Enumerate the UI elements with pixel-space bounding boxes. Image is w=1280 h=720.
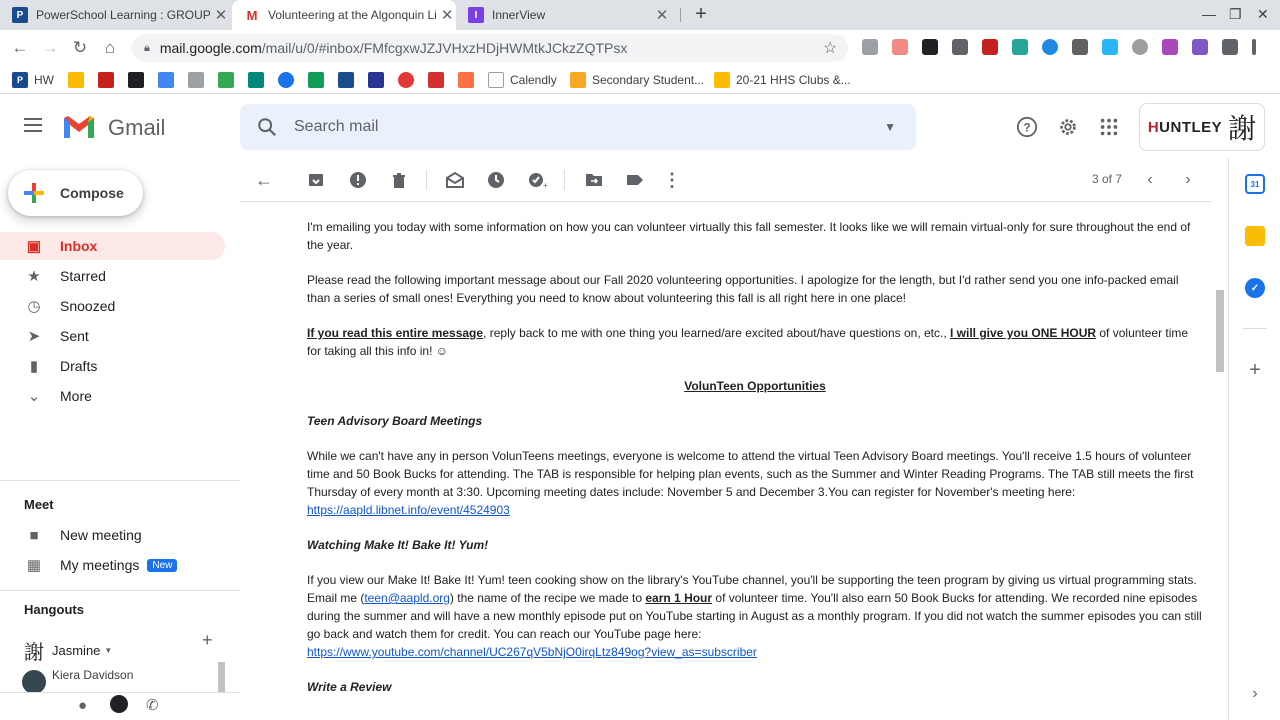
google-keep-icon[interactable] [1245, 226, 1265, 246]
close-tab-icon[interactable]: ✕ [214, 7, 228, 24]
tab-powerschool[interactable] [0, 0, 232, 30]
sidebar-item-inbox[interactable] [0, 232, 225, 260]
close-tab-icon[interactable]: ✕ [440, 7, 454, 24]
body-text: While we can't have any in person VolunTeens meetings, everyone is welcome to attend the virtual Teen Advisory Board meetings. You'll receive 1.5 hours of volunteer time and 50 Book Bucks for attending. The TAB is responsible for helping plan events, such as the Summer and Winter Reading Programs. The TAB still meets the first Thursday of every month at 3:30. Upcoming meeting dates include: November 5 and December 3.You can register for November's meeting here: [307, 449, 1194, 499]
avatar[interactable] [22, 670, 46, 694]
minimize-icon[interactable]: — [1202, 6, 1216, 22]
body-text: , reply back to me with one thing you learned/are excited about/have questions on, etc., [483, 326, 951, 340]
hangouts-bottom-bar [0, 692, 240, 720]
snooze-clock-icon[interactable] [486, 170, 506, 190]
section-heading: Teen Advisory Board Meetings [307, 414, 483, 428]
mark-unread-icon[interactable] [445, 170, 465, 190]
extension-icon[interactable] [1132, 39, 1148, 55]
powerschool-icon: P [12, 72, 28, 88]
message-scrollbar[interactable] [1212, 202, 1228, 720]
section-heading: Write a Review [307, 680, 392, 694]
extension-icon[interactable] [1072, 39, 1088, 55]
search-bar[interactable] [240, 104, 916, 150]
tab-innerview[interactable] [456, 0, 680, 30]
google-drive-icon [218, 72, 234, 88]
inbox-icon: ▣ [26, 238, 42, 255]
bookmark[interactable] [398, 72, 420, 88]
label-icon[interactable] [625, 170, 645, 190]
my-meetings-button[interactable] [0, 551, 225, 579]
google-classroom-icon [308, 72, 324, 88]
close-window-icon[interactable]: ✕ [1257, 6, 1269, 22]
section-heading: Watching Make It! Bake It! Yum! [307, 538, 489, 552]
sidebar-item-label: Starred [60, 268, 106, 284]
emphasis-text: earn 1 Hour [645, 591, 713, 605]
sidebar-scrollbar[interactable] [218, 662, 225, 692]
bookmark-calendly[interactable] [488, 72, 557, 88]
bookmark-favicon-icon [68, 72, 84, 88]
gmail-sidebar [0, 158, 240, 720]
compose-label: Compose [60, 185, 124, 201]
tab-title: InnerView [492, 8, 546, 22]
my-meetings-label: My meetings [60, 557, 140, 573]
url-host: mail.google.com [159, 40, 262, 56]
emphasis-text: I will give you ONE HOUR [950, 326, 1097, 340]
sidebar-item-snoozed[interactable] [0, 292, 225, 320]
draft-icon: ▮ [29, 358, 39, 375]
more-options-icon[interactable]: ⋮ [663, 169, 681, 190]
report-spam-icon[interactable] [348, 170, 368, 190]
paragraph: I'm emailing you today with some information on how you can volunteer virtually this fall semester. It looks like we will remain virtual-only for sure throughout the end of the year. [307, 220, 1191, 252]
bookmark[interactable] [278, 72, 300, 88]
bookmark-favicon-icon [570, 72, 586, 88]
bookmark[interactable] [98, 72, 120, 88]
apps-grid-icon[interactable] [1098, 116, 1120, 138]
pagination-label: 3 of 7 [1092, 172, 1123, 186]
bookmark[interactable] [458, 72, 480, 88]
bookmark[interactable] [308, 72, 330, 88]
brand-text-a: H [1147, 118, 1160, 136]
emphasis-text: If you read this entire message [307, 326, 484, 340]
bookmark[interactable] [128, 72, 150, 88]
google-tasks-icon[interactable]: ✓ [1245, 278, 1265, 298]
extension-icon[interactable] [1012, 39, 1028, 55]
extension-icon[interactable] [892, 39, 908, 55]
account-avatar: 謝 [1228, 112, 1257, 145]
bookmark-label: Secondary Student... [592, 73, 705, 87]
gmail-header [0, 96, 1280, 158]
lock-icon[interactable]: 🔒︎ [144, 41, 150, 54]
paragraph: Please read the following important message about our Fall 2020 volunteering opportunities. I apologize for the length, but I'd rather send you one info-packed email than a series of small ones! Everything you need to know about volunteering this fall is all right here in one place! [307, 273, 1179, 305]
powerschool-icon [338, 72, 354, 88]
sidebar-item-label: Sent [60, 328, 89, 344]
back-icon[interactable]: ← [11, 38, 29, 57]
email-body [307, 218, 1203, 713]
svg-text:?: ? [1023, 120, 1031, 135]
sidebar-item-label: Drafts [60, 358, 98, 374]
compose-plus-icon [22, 181, 46, 205]
video-camera-icon: ■ [29, 526, 39, 544]
bookmark-secondary-student[interactable] [570, 72, 704, 88]
gmail-icon: M [244, 7, 260, 23]
bookmark-favicon-icon [158, 72, 174, 88]
bookmark-hhs-clubs[interactable] [714, 72, 851, 88]
delete-icon[interactable] [389, 170, 409, 190]
tab-divider [680, 8, 681, 22]
calendar-icon: ▦ [26, 557, 42, 574]
paragraph [307, 571, 1203, 661]
bookmark-label: HW [34, 73, 54, 87]
hangouts-user-name: Jasmine [52, 643, 101, 658]
chevron-down-icon[interactable]: ▼ [104, 646, 113, 655]
clock-icon: ◷ [27, 298, 41, 315]
add-to-tasks-icon[interactable] [527, 170, 547, 190]
extension-icon[interactable] [922, 39, 938, 55]
bookmark[interactable] [248, 72, 270, 88]
compose-button[interactable] [8, 170, 143, 216]
bookmark-favicon-icon [398, 72, 414, 88]
back-to-inbox-icon[interactable]: ← [255, 169, 273, 190]
send-icon: ➤ [27, 328, 41, 345]
google-calendar-icon[interactable]: 31 [1245, 174, 1265, 194]
bookmark-label: 20-21 HHS Clubs &... [736, 73, 851, 87]
sidebar-item-drafts[interactable] [0, 352, 225, 380]
chevron-down-icon: ⌄ [27, 388, 41, 405]
sidebar-item-starred[interactable] [0, 262, 225, 290]
body-text: of volunteer time. You'll also earn 50 Book Bucks for attending. We recorded nine episodes during the summer and will have a new monthly episode put on YouTube starting in August as a monthly program. If you did not watch the summer episodes you can still go back and watch them for credit. You can reach our YouTube page here: [307, 591, 1202, 641]
hangouts-user[interactable] [24, 636, 112, 665]
event-link[interactable]: https://aapld.libnet.info/event/4524903 [307, 503, 510, 517]
bookmark-star-icon[interactable]: ☆ [823, 40, 838, 57]
tab-gmail[interactable] [232, 0, 456, 30]
sis-icon [368, 72, 384, 88]
scrollbar-thumb[interactable] [1216, 290, 1224, 372]
extension-icon[interactable] [1162, 39, 1178, 55]
search-options-icon[interactable]: ▼ [884, 120, 896, 134]
gmail-wordmark[interactable]: Gmail [108, 115, 166, 140]
bookmark[interactable] [218, 72, 240, 88]
divider [1243, 328, 1267, 329]
older-chevron-icon[interactable]: › [1185, 171, 1191, 188]
bookmark-favicon-icon [458, 72, 474, 88]
sidebar-item-sent[interactable] [0, 322, 225, 350]
bookmark[interactable] [338, 72, 360, 88]
new-badge: New [147, 559, 177, 572]
svg-text:+: + [543, 181, 548, 190]
sidebar-item-label: Inbox [60, 238, 98, 254]
innerview-icon: I [468, 7, 484, 23]
bookmark[interactable] [158, 72, 180, 88]
bookmark-favicon-icon [128, 72, 144, 88]
extension-icon[interactable] [982, 39, 998, 55]
bookmark-favicon-icon [188, 72, 204, 88]
sidebar-item-label: More [60, 388, 92, 404]
hangouts-chat-icon[interactable] [110, 695, 128, 713]
archive-icon[interactable] [306, 170, 326, 190]
add-hangout-icon[interactable]: + [202, 630, 213, 650]
body-text: of volunteer time for taking all this info in! ☺ [307, 326, 1189, 358]
star-icon: ★ [27, 268, 41, 285]
huntley-logo [1148, 119, 1222, 136]
sidebar-item-more[interactable] [0, 382, 225, 410]
reload-icon[interactable]: ↻ [72, 38, 88, 57]
new-meeting-label: New meeting [60, 527, 142, 543]
expand-panel-icon[interactable]: › [1252, 685, 1258, 702]
extension-icon[interactable] [1042, 39, 1058, 55]
settings-gear-icon[interactable] [1057, 116, 1079, 138]
powerschool-icon: P [12, 7, 28, 23]
toolbar-divider [426, 170, 427, 190]
address-bar[interactable] [132, 34, 848, 62]
brand-text-b: UNTLEY [1159, 118, 1223, 136]
menu-kebab-icon[interactable] [1252, 39, 1256, 55]
tab-title: PowerSchool Learning : GROUP [36, 8, 211, 22]
forward-icon[interactable]: → [41, 38, 59, 57]
move-to-icon[interactable] [584, 170, 604, 190]
bookmark-favicon-icon [248, 72, 264, 88]
folder-icon [714, 72, 730, 88]
bookmark-favicon-icon [98, 72, 114, 88]
extension-icon[interactable] [1102, 39, 1118, 55]
contacts-icon[interactable]: ● [78, 697, 88, 714]
youtube-link[interactable]: https://www.youtube.com/channel/UC267qV5bNjO0irqLtz849og?view_as=subscriber [307, 645, 757, 659]
help-icon[interactable] [1016, 116, 1038, 138]
email-link[interactable]: teen@aapld.org [364, 591, 450, 605]
home-icon[interactable]: ⌂ [104, 38, 116, 57]
gmail-logo-icon[interactable] [62, 114, 96, 140]
bookmark[interactable] [368, 72, 390, 88]
sidebar-item-label: Snoozed [60, 298, 116, 314]
search-icon[interactable] [256, 116, 278, 138]
puzzle-icon[interactable] [1222, 39, 1238, 55]
paragraph [307, 324, 1203, 360]
calendly-icon [488, 72, 504, 88]
bookmark-favicon-icon [428, 72, 444, 88]
bookmarks-bar [0, 66, 1280, 94]
bookmark[interactable] [428, 72, 450, 88]
divider [0, 480, 240, 481]
body-text: If you view our Make It! Bake It! Yum! teen cooking show on the library's YouTube channel, you'll be supporting the teen program by giving us virtual programming stats. Email me ( [307, 573, 1197, 605]
side-panel [1228, 158, 1280, 720]
paragraph [307, 447, 1203, 519]
bookmark[interactable] [188, 72, 210, 88]
section-title: VolunTeen Opportunities [684, 379, 826, 393]
search-input[interactable]: Search mail [294, 118, 379, 135]
divider [0, 590, 240, 591]
user-avatar: 謝 [24, 640, 44, 664]
browser-tab-bar [0, 0, 1280, 30]
meet-heading: Meet [24, 497, 54, 512]
message-toolbar [240, 158, 1212, 202]
extension-icon[interactable] [952, 39, 968, 55]
restore-icon[interactable]: ❐ [1229, 6, 1242, 22]
get-addons-icon[interactable]: + [1249, 358, 1261, 381]
toolbar-divider [564, 170, 565, 190]
new-tab-button[interactable]: + [695, 3, 707, 25]
hangouts-contact-name[interactable]: Kiera Davidson [52, 668, 134, 682]
extension-icon[interactable] [862, 39, 878, 55]
bookmark-label: Calendly [510, 73, 557, 87]
bookmark-favicon-icon [278, 72, 294, 88]
new-meeting-button[interactable] [0, 521, 225, 549]
url-path: /mail/u/0/#inbox/FMfcgxwJZJVHxzHDjHWMtkJCkzZQTPsx [261, 40, 628, 56]
body-text: ) the name of the recipe we made to [449, 591, 646, 605]
bookmark-hw[interactable] [12, 72, 54, 88]
bookmark[interactable] [68, 72, 90, 88]
main-menu-icon[interactable] [24, 118, 42, 132]
url-text [160, 40, 628, 56]
phone-icon[interactable]: ✆ [146, 697, 159, 714]
extension-icon[interactable] [1192, 39, 1208, 55]
close-tab-icon[interactable]: ✕ [655, 7, 669, 24]
hangouts-heading: Hangouts [24, 602, 84, 617]
account-button[interactable] [1139, 103, 1265, 151]
tab-title: Volunteering at the Algonquin Li [268, 8, 437, 22]
newer-chevron-icon[interactable]: ‹ [1147, 171, 1153, 188]
